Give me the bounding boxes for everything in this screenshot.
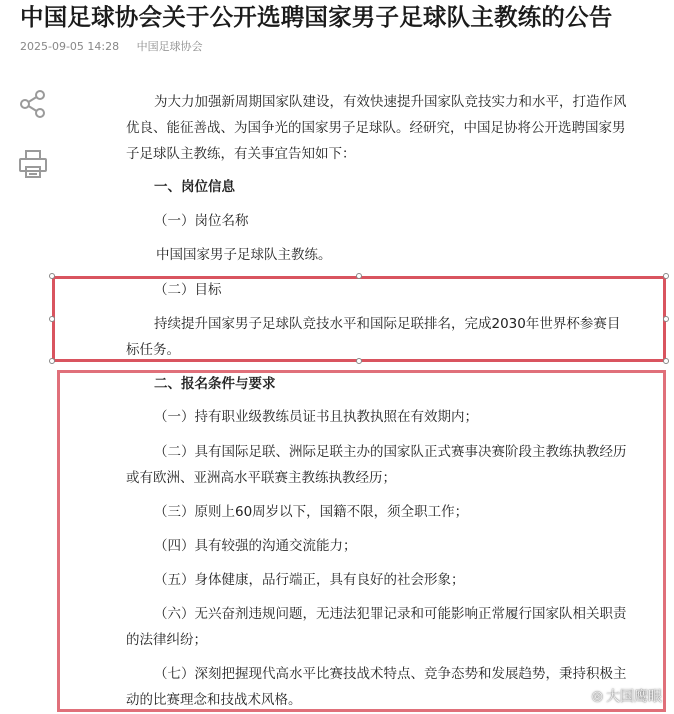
intro-line-2: 优良、能征善战、为国争光的国家男子足球队。经研究，中国足协将公开选聘国家男 (126, 120, 626, 136)
s2-item7-line2: 动的比赛理念和技战术风格。 (126, 692, 302, 708)
s2-item5: （五）身体健康，品行端正，具有良好的社会形象； (154, 572, 465, 588)
s2-item6-line1: （六）无兴奋剂违规问题，无违法犯罪记录和可能影响正常履行国家队相关职责 (154, 606, 627, 622)
article-source[interactable]: 中国足球协会 (136, 40, 203, 53)
s2-item6-line2: 的法律纠纷； (126, 632, 207, 648)
publish-date: 2025-09-05 14:28 (20, 40, 120, 53)
watermark-text: 大国鹰眼 (606, 689, 662, 705)
resize-handle[interactable] (49, 273, 55, 279)
intro-line-3: 子足球队主教练，有关事宜告知如下： (126, 146, 356, 162)
s2-item7-line1: （七）深刻把握现代高水平比赛技战术特点、竞争态势和发展趋势，秉持积极主 (154, 666, 627, 682)
watermark-icon: ◎ (591, 688, 603, 704)
article-meta (20, 38, 203, 54)
share-icon[interactable] (17, 88, 49, 120)
s1-item2-text-line2: 标任务。 (126, 342, 180, 358)
intro-line-1: 为大力加强新周期国家队建设，有效快速提升国家队竞技实力和水平，打造作风 (154, 94, 627, 110)
s2-item4: （四）具有较强的沟通交流能力； (154, 538, 357, 554)
s1-item2-heading: （二）目标 (154, 282, 222, 298)
section1-heading: 一、岗位信息 (154, 179, 235, 195)
resize-handle[interactable] (49, 358, 55, 364)
s1-item1-heading: （一）岗位名称 (154, 213, 249, 229)
resize-handle[interactable] (663, 316, 669, 322)
s2-item1: （一）持有职业级教练员证书且执教执照在有效期内； (154, 409, 478, 425)
s1-item1-text: 中国国家男子足球队主教练。 (156, 247, 332, 263)
article-title: 中国足球协会关于公开选聘国家男子足球队主教练的公告 (20, 3, 613, 31)
resize-handle[interactable] (49, 316, 55, 322)
s2-item2-line2: 或有欧洲、亚洲高水平联赛主教练执教经历； (126, 470, 396, 486)
resize-handle[interactable] (663, 273, 669, 279)
print-icon[interactable] (17, 148, 49, 180)
s1-item2-text-line1: 持续提升国家男子足球队竞技水平和国际足联排名，完成2030年世界杯参赛目 (154, 316, 621, 332)
resize-handle[interactable] (663, 358, 669, 364)
watermark (592, 686, 662, 706)
s2-item3: （三）原则上60周岁以下，国籍不限，须全职工作； (154, 504, 469, 520)
s2-item2-line1: （二）具有国际足联、洲际足联主办的国家队正式赛事决赛阶段主教练执教经历 (154, 444, 627, 460)
section2-heading: 二、报名条件与要求 (154, 376, 276, 392)
